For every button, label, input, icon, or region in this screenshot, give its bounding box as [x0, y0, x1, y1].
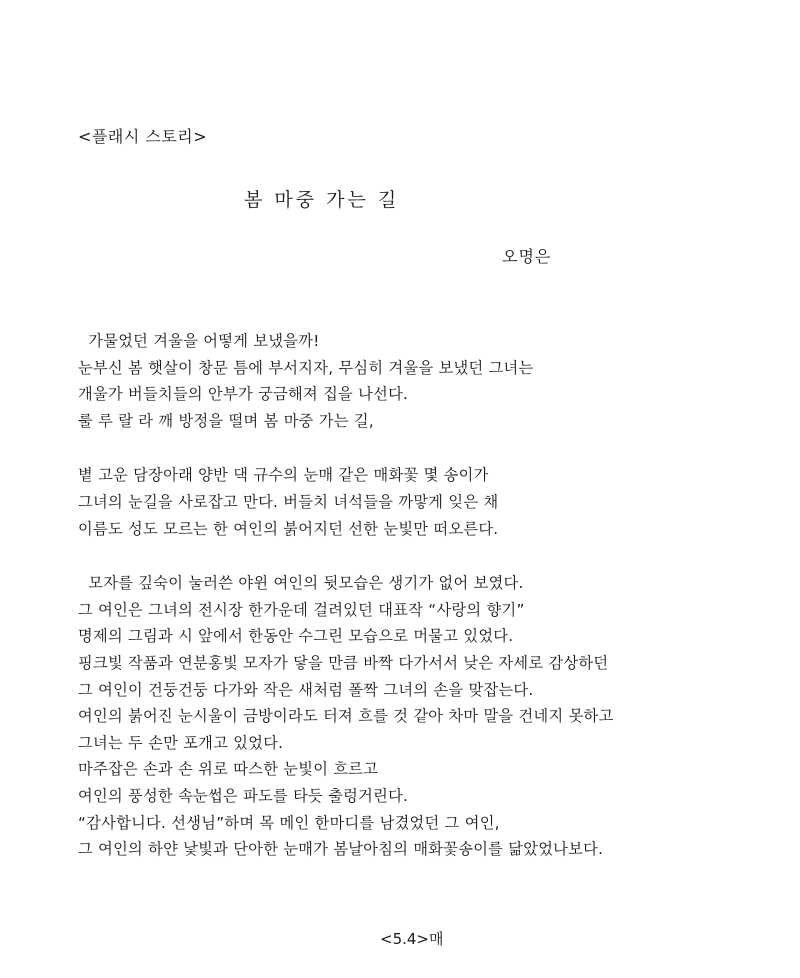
page-title: 봄 마중 가는 길	[244, 189, 400, 211]
paragraph	[78, 570, 768, 863]
text-line: 마주잡은 손과 손 위로 따스한 눈빛이 흐르고	[78, 760, 379, 779]
text-line: 이름도 성도 모르는 한 여인의 붉어지던 선한 눈빛만 떠오른다.	[78, 519, 499, 538]
story-body	[78, 328, 768, 891]
text-line: “감사합니다. 선생님”하며 목 메인 한마디를 남겼었던 그 여인,	[78, 813, 500, 832]
text-line: 그 여인은 그녀의 전시장 한가운데 걸려있던 대표작 “사랑의 향기”	[78, 600, 525, 619]
text-line: 여인의 풍성한 속눈썹은 파도를 타듯 출렁거린다.	[78, 786, 409, 805]
section-label: <플래시 스토리>	[78, 127, 208, 146]
text-line: 핑크빛 작품과 연분홍빛 모자가 닿을 만큼 바짝 다가서서 낮은 자세로 감상하던	[78, 653, 609, 672]
text-line: 그녀는 두 손만 포개고 있었다.	[78, 733, 284, 752]
text-line: 룰 루 랄 라 깨 방정을 떨며 봄 마중 가는 길,	[78, 411, 374, 430]
author-name: 오명은	[502, 247, 552, 266]
text-line: 명제의 그림과 시 앞에서 한동안 수그린 모습으로 머물고 있었다.	[78, 627, 514, 646]
footer-date: <5.4>매	[380, 930, 444, 948]
text-line: 그녀의 눈길을 사로잡고 만다. 버들치 녀석들을 까맣게 잊은 채	[78, 492, 499, 511]
text-line: 그 여인의 하얀 낯빛과 단아한 눈매가 봄날아침의 매화꽃송이를 닮았었나보다.	[78, 840, 604, 859]
text-line: 가물었던 겨울을 어떻게 보냈을까!	[78, 332, 320, 350]
text-line: 눈부신 봄 햇살이 창문 틈에 부서지자, 무심히 겨울을 보냈던 그녀는	[78, 358, 534, 377]
text-line: 그 여인이 건둥건둥 다가와 작은 새처럼 폴짝 그녀의 손을 맞잡는다.	[78, 680, 534, 699]
paragraph	[78, 462, 768, 542]
text-line: 모자를 깊숙이 눌러쓴 야윈 여인의 뒷모습은 생기가 없어 보였다.	[78, 574, 524, 593]
text-line: 볕 고운 담장아래 양반 댁 규수의 눈매 같은 매화꽃 몇 송이가	[78, 466, 489, 485]
paragraph	[78, 328, 768, 434]
text-line: 여인의 붉어진 눈시울이 금방이라도 터져 흐를 것 같아 차마 말을 건네지 못하고	[78, 707, 614, 726]
text-line: 개울가 버들치들의 안부가 궁금해져 집을 나선다.	[78, 385, 409, 404]
